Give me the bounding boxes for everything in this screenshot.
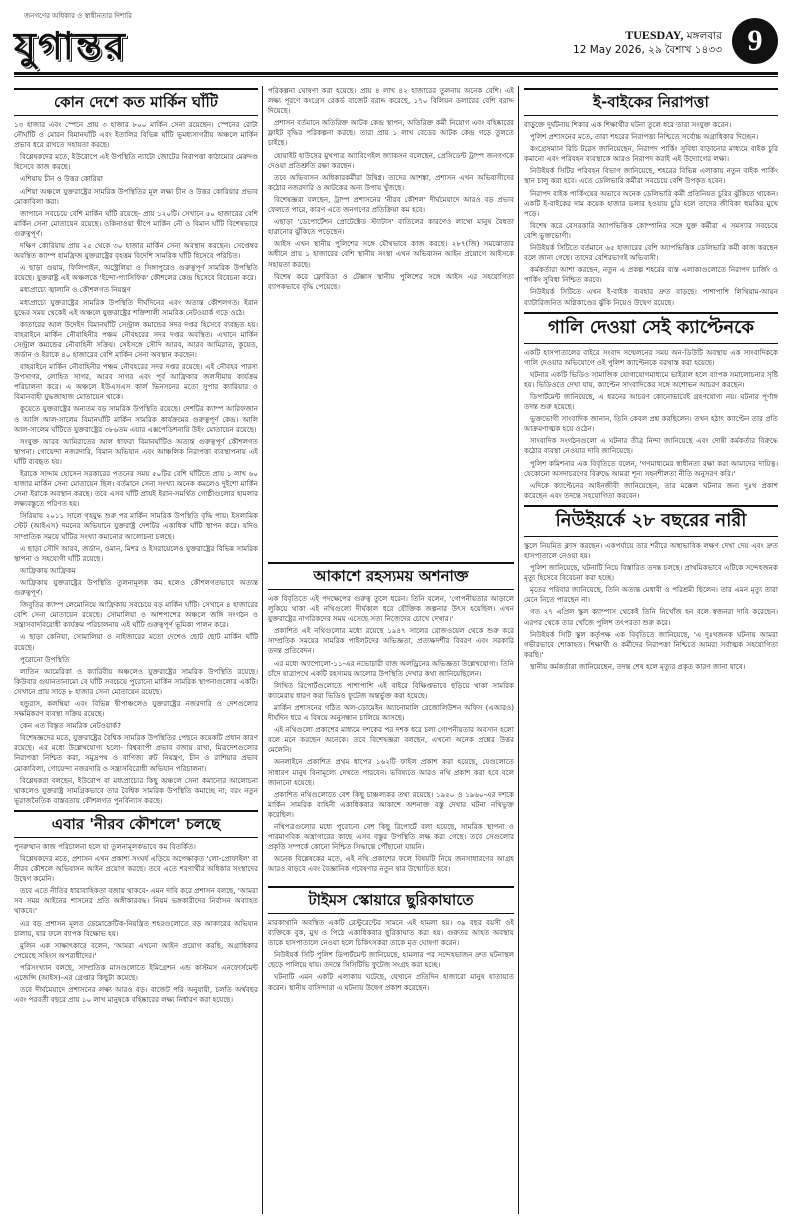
article-paragraph: পুলিশ জানিয়েছে, ঘটনাটি নিয়ে বিস্তারিত তদন্ত চলছে। প্রাথমিকভাবে এটিকে সন্দেহজনক মৃত্যু হিসেবে বিবেচনা করা হচ্ছে। [524, 563, 778, 583]
headline-abusive-captain[interactable]: গালি দেওয়া সেই ক্যাপ্টেনকে [524, 312, 778, 344]
article-paragraph: দক্ষিণ কোরিয়ায় প্রায় ২৫ থেকে ৩০ হাজার মার্কিন সেনা অবস্থান করছেন। সেপ্তেম্বর অবস্থিত ক্যাম্প হামফ্রিজ যুক্তরাষ্ট্রের বৃহত্তম বিদেশি সামরিক ঘাঁটি হিসেবে পরিচিত। [14, 241, 258, 261]
article-paragraph: বিশেষজ্ঞরা বলছেন, ট্রাম্প প্রশাসনের 'নীরব কৌশল' দীর্ঘমেয়াদে আরও বড় প্রভাব ফেলতে পারে, কারণ এতে জনগণের প্রতিক্রিয়া কম হবে। [268, 194, 514, 215]
column-right [524, 86, 778, 1214]
article-paragraph: প্রকাশিত নথিগুলোতে বেশ কিছু চাঞ্চল্যকর তথ্য রয়েছে। ১৯৫০ ও ১৯৬০-এর দশকে মার্কিন সামরিক বাহিনী একাধিকবার আকাশে অশনাক্ত বস্তু দেখার ঘটনা নথিভুক্ত করেছিল। [268, 789, 514, 819]
article-paragraph: এশিয়ায় চীন ও উত্তর কোরিয়া [20, 174, 103, 184]
article-paragraph: অনলাইনে প্রকাশিত প্রথম ধাপের ১৬২টি ফাইল প্রকাশ করা হয়েছে, যেগুলোতে সাধারণ মানুষ বিনামূল্যে দেখতে পারবেন। ভবিষ্যতে আরও নথি প্রকাশ করা হবে বলে জানানো হয়েছে। [268, 757, 514, 787]
article-paragraph: কংগ্রেসম্যান রিচি টরেস জানিয়েছেন, নিরাপদ পার্কিং সুবিধা বাড়ানোর মাধ্যমে বাইক চুরি কমানো এবং পরিবহন ব্যবস্থাকে আরও নিরাপদ করাই এই উদ্যোগের লক্ষ্য। [524, 144, 778, 164]
article-paragraph: কুয়েতে যুক্তরাষ্ট্রের অন্যতম বড় সামরিক উপস্থিতি রয়েছে। দেশটির ক্যাম্প আরিফজান ও আলি আল-সালেম বিমানঘাঁটি মার্কিন সামরিক কার্যক্রমের গুরুত্বপূর্ণ কেন্দ্র। আলি আল-সালেম ঘাঁটিতে যুক্তরাষ্ট্রের ৩৮৬তম এয়ার এক্সপেডিশনারি উইং মোতায়েন রয়েছে। [14, 404, 258, 434]
article-paragraph: মধ্যপ্রাচ্যে যুক্তরাষ্ট্রের সামরিক উপস্থিতি দীর্ঘদিনের এবং অত্যন্ত কৌশলগত। ইরান যুদ্ধের সময় থেকেই এই অঞ্চলে যুক্তরাষ্ট্রের শক্তিশালী সামরিক নেটওয়ার্ক গড়ে ওঠে। [14, 297, 258, 317]
article-abusive-captain [524, 312, 778, 501]
article-paragraph: নিউইয়র্ক সিটিতে বর্তমানে ৬৫ হাজারের বেশি অ্যাপভিত্তিক ডেলিভারি কর্মী কাজ করছেন বলে জানা গেছে। তাদের বেশিরভাগই অভিবাসী। [524, 243, 778, 263]
article-paragraph: হন্ডুরাস, কলম্বিয়া এবং বিভিন্ন দ্বীপাঞ্চলেও যুক্তরাষ্ট্রের নজরদারি ও দেশগুলোর সক্ষমিকরণ ব্যবস্থা সক্রিয় রয়েছে। [14, 698, 258, 719]
article-paragraph: মার্কিন প্রশাসনের গঠিত অল-ডোমেইন অ্যানোমালি রেজোলিউশন অফিস (এআরও) দীর্ঘদিন ধরে এ বিষয়ে অনুসন্ধান চালিয়ে আসছে। [268, 702, 514, 723]
article-body [524, 541, 778, 672]
masthead-rule-thin [14, 76, 778, 77]
article-paragraph: প্রশাসন বর্তমানে অতিরিক্ত আটক কেন্দ্র স্থাপন, অতিরিক্ত কর্মী নিয়োগ এবং বহিষ্কারের ফ্লাইট বৃদ্ধির পরিকল্পনা করছে। তারা প্রায় ১ লাখ বেডের আটক কেন্দ্র গড়ে তুলতে চাইছে। [268, 118, 514, 148]
article-body [524, 120, 778, 308]
masthead-rule [14, 72, 778, 75]
article-paragraph: সিরিয়ায় ২০১১ সালে গৃহযুদ্ধ শুরু পর মার্কিন সামরিক উপস্থিতি বৃদ্ধি পায়। ইসলামিক স্টেট (আইএস) দমনের অভিযানে যুক্তরাষ্ট্র দেশটির একাধিক ঘাঁটি স্থাপন করে। যদিও সাম্প্রতিক সময়ে ঘাঁটির সংখ্যা কমানোর আলোচনা চলছে। [14, 511, 258, 541]
article-paragraph: ভুক্তভোগী সাংবাদিক জানান, তিনি কেবল প্রশ্ন করছিলেন। তখন হঠাৎ ক্যাপ্টেন তার প্রতি আক্রমণাত্মক হয়ে ওঠেন। [524, 414, 778, 434]
page-number-badge: 9 [732, 18, 778, 64]
article-paragraph: ঘটনাটি এমন একটি এলাকায় ঘটেছে, যেখানে প্রতিদিন হাজারো মানুষ যাতায়াত করেন। স্থানীয় বাসিন্দারা এ ঘটনায় উদ্বেগ প্রকাশ করেছেন। [268, 972, 514, 992]
date-line: 12 May 2026, ২৯ বৈশাখ ১৪৩৩ [573, 44, 722, 56]
headline-ebike[interactable]: ই-বাইকের নিরাপত্তা [524, 88, 778, 116]
column-divider [262, 86, 263, 1214]
article-paragraph: বিশ্লেষকদের মতে, প্রশাসন এখন প্রকাশ্য সংঘর্ষ এড়িয়ে অপেক্ষাকৃত 'লো-প্রোফাইল' বা নীরব কৌশলে অভিবাসন আইন প্রয়োগ করছে। তবে এতে শরণার্থীর অধিকার সংস্থাদের উদ্বেগ কমেনি। [14, 854, 258, 884]
article-paragraph: নিউইয়র্ক সিটির পরিবহন বিভাগ জানিয়েছে, শহরের বিভিন্ন এলাকায় নতুন বাইক পার্কিং স্থান চালু করা হবে। এতে ডেলিভারি কর্মীরা সবচেয়ে বেশি উপকৃত হবেন। [524, 166, 778, 186]
article-paragraph: বিশেষ করে বেসরকারি অ্যাপভিত্তিক কোম্পানির সঙ্গে যুক্ত কর্মীরা এ সমস্যার সবচেয়ে বেশি ভুক্তভোগী। [524, 220, 778, 240]
article-paragraph: অনেক বিশ্লেষকের মতে, এই নথি প্রকাশের ফলে বিষয়টি নিয়ে জনসাধারণের আগ্রহ আরও বাড়বে এবং বৈজ্ঞানিক গবেষণার নতুন দ্বার উন্মোচিত হবে। [268, 854, 514, 874]
article-paragraph: কেন এত বিস্তৃত সামরিক নেটওয়ার্ক? [20, 721, 121, 731]
article-paragraph: পুরোনো উপস্থিতি [20, 654, 70, 664]
headline-sky-mystery[interactable]: আকাশে রহস্যময় অশনাক্ত [268, 562, 514, 590]
article-paragraph: গত ২৭ এপ্রিল স্কুল ক্যাম্পাস থেকেই তিনি নিখোঁজ হন বলে স্বজনরা দাবি করেছেন। এরপর থেকে তার খোঁজে পুলিশ তৎপরতা শুরু করে। [524, 607, 778, 627]
article-paragraph: জিবুতির ক্যাম্প লেমোনিয়ে আফ্রিকায় সবচেয়ে বড় মার্কিন ঘাঁটি। সেখানে ৪ হাজারের বেশি সেনা মোতায়েন রয়েছে। সোমালিয়া ও আশপাশের অঞ্চলে জঙ্গি সংগঠন ও সন্ত্রাসবাদবিরোধী কার্যক্রম পরিচালনায় এই ঘাঁটি গুরুত্বপূর্ণ ভূমিকা পালন করে। [14, 600, 258, 630]
article-paragraph: পুনরুত্থান কাজ পরিচালনা হলে যা তুলনামূলকভাবে কম বিতর্কিত। [14, 841, 196, 851]
headline-silent-strategy[interactable]: এবার 'নীরব কৌশলে' চলছে [14, 810, 258, 838]
article-paragraph: জাপানে সবচেয়ে বেশি মার্কিন ঘাঁটি রয়েছে- প্রায় ১২০টি। সেখানে ৫০ হাজারের বেশি মার্কিন সেনা মোতায়েন রয়েছে। ওকিনাওয়া দ্বীপে মার্কিন নৌ ও বিমান ঘাঁটি বিশেষভাবে গুরুত্বপূর্ণ। [14, 208, 258, 238]
column-left [14, 86, 258, 1214]
article-paragraph: সাংবাদিক সংগঠনগুলো এ ঘটনার তীব্র নিন্দা জানিয়েছে এবং দোষী কর্মকর্তার বিরুদ্ধে কঠোর ব্যবস্থা নেওয়ার দাবি জানিয়েছে। [524, 436, 778, 456]
date-block [573, 28, 722, 57]
article-sky-mystery [268, 560, 514, 878]
day-en: TUESDAY, [625, 28, 684, 42]
article-paragraph: তবে দীর্ঘমেয়াদে প্রশাসনের লক্ষ্য আরও বড়। বাজেট পরি অনুযায়ী, চলতি অর্থবছর এবং পরবর্তী বছরে প্রায় ১০ লাখ মানুষকে বহিষ্কারের লক্ষ্য নির্ধারণ করা হয়েছে। [14, 985, 258, 1005]
article-paragraph: বিশেষজ্ঞদের মতে, যুক্তরাষ্ট্রের বৈশ্বিক সামরিক উপস্থিতির পেছনে কয়েকটি প্রধান কারণ রয়েছে। এর মধ্যে উল্লেখযোগ্য হলো- বিশ্বব্যাপী প্রভাব বজায় রাখা, মিত্রদেশগুলোর নিরাপত্তা নিশ্চিত করা, সমুদ্রপথ ও বাণিজ্য রুট নিয়ন্ত্রণ, চীন ও রাশিয়ার প্রভাব মোকাবিলা, গোয়েন্দা নজরদারি ও সন্ত্রাসবিরোধী অভিযান পরিচালনা। [14, 733, 258, 773]
article-body [268, 594, 514, 874]
article-body [14, 120, 258, 806]
article-paragraph: নিউইয়র্ক সিটি পুলিশ ডিপার্টমেন্ট জানিয়েছে, হামলার পর সন্দেহভাজন দ্রুত ঘটনাস্থল ছেড়ে পালিয়ে যায়। তদন্তে সিসিটিভি ফুটেজ সংগ্রহ করা হচ্ছে। [268, 950, 514, 970]
article-body [268, 918, 514, 993]
headline-us-bases[interactable]: কোন দেশে কত মার্কিন ঘাঁটি [14, 88, 258, 116]
article-paragraph: এদিকে ক্যাপ্টেনের আইনজীবী জানিয়েছেন, তার মক্কেল ঘটনার জন্য দুঃখ প্রকাশ করেছেন এবং তদন্তে সহযোগিতা করবেন। [524, 480, 778, 500]
article-paragraph: বাহরাইনে মার্কিন নৌবাহিনীর পঞ্চম নৌবহরের সদর দপ্তর রয়েছে। এই নৌবহর পারস্য উপসাগর, লোহিত সাগর, আরব সাগর এবং পূর্ব আফ্রিকার জলসীমায় কার্যক্রম পরিচালনা করে। এ অঞ্চলে ইউএসএস কার্ল ভিনসনের মতো সুপার ক্যারিয়ার ও বিমানবাহী যুদ্ধজাহাজ মোতায়েন থাকে। [14, 362, 258, 402]
article-us-bases [14, 88, 258, 806]
masthead [14, 10, 778, 70]
article-paragraph: বিশ্লেষকরা বলছেন, ইউরোপ বা মধ্যপ্রাচ্যের কিছু অঞ্চলে সেনা কমানোর আলোচনা থাকলেও যুক্তরাষ্ট্র সামগ্রিকভাবে তার বৈশ্বিক সামরিক উপস্থিতি কমাচ্ছে না; বরং নতুন ভূরাজনৈতিক বাস্তবতায় কৌশলগত পুনর্বিন্যাস করছে। [14, 775, 258, 805]
article-silent-strategy [14, 810, 258, 1005]
article-paragraph: এশিয়া অঞ্চলে যুক্তরাষ্ট্রের সামরিক উপস্থিতির মূল লক্ষ্য চীন ও উত্তর কোরিয়ার প্রভাব মোকাবিলা করা। [14, 186, 258, 206]
headline-ny-women[interactable]: নিউইয়র্কে ২৮ বছরের নারী [524, 505, 778, 537]
article-paragraph: নথিপত্রগুলোর মধ্যে পুরোনো বেশ কিছু রিপোর্টে বলা হয়েছে, সামরিক স্থাপনা ও পারমাণবিক অস্ত্রাগারের কাছে এসব বস্তুর উপস্থিতি লক্ষ করা গেছে। তবে সেগুলোর প্রকৃতি সম্পর্কে কোনো নিশ্চিত সিদ্ধান্তে পৌঁছানো যায়নি। [268, 821, 514, 852]
article-paragraph: প্রকাশিত এই নথিগুলোর মধ্যে রয়েছে ১৯৪৭ সালের রোজওয়েল থেকে শুরু করে সাম্প্রতিক সময়ের সামরিক পাইলটদের অভিজ্ঞতা, প্রত্যক্ষদর্শীর বিবরণ এবং সরকারি তদন্ত প্রতিবেদন। [268, 626, 514, 656]
article-paragraph: বিশ্লেষকদের মতে, ইউরোপে এই উপস্থিতি ন্যাটো জোটের নিরাপত্তা কাঠামোর মেরুদণ্ড হিসেবে কাজ করছে। [14, 152, 258, 172]
article-paragraph: নিউইয়র্ক সিটি স্কুল কর্তৃপক্ষ এক বিবৃতিতে জানিয়েছে, 'এ দুঃখজনক ঘটনায় আমরা গভীরভাবে শোকাহত। শিক্ষার্থী ও কর্মীদের নিরাপত্তা নিশ্চিতে আমরা সর্বাত্মক সহযোগিতা করছি।' [524, 629, 778, 659]
article-paragraph: সংযুক্ত আরব আমিরাতের আল ধাফরা বিমানঘাঁটিও অত্যন্ত গুরুত্বপূর্ণ কৌশলগত স্থাপনা। গোয়েন্দা নজরদারি, বিমান অভিযান এবং আঞ্চলিক নিরাপত্তা ব্যবস্থাপনায় এই ঘাঁটি ব্যবহৃত হয়। [14, 436, 258, 466]
article-paragraph: পরিসংখ্যান বলছে, সাম্প্রতিক মাসগুলোতে ইমিগ্রেশন এন্ড কাস্টমস এনফোর্সমেন্ট এজেন্সি (আইস)-এর গ্রেপ্তার কিছুটা কমেছে। [14, 962, 258, 983]
article-paragraph: স্কুলে নিয়মিত ক্লাস করছেন। একপর্যায়ে তার শরীরে অস্বাভাবিক লক্ষণ দেখা দেয় এবং দ্রুত হাসপাতালে নেওয়া হয়। [524, 540, 778, 560]
article-paragraph: স্থানীয় কর্মকর্তারা জানিয়েছেন, তদন্ত শেষ হলে মৃত্যুর প্রকৃত কারণ জানা যাবে। [530, 661, 746, 671]
article-paragraph: বিশেষ করে ফ্লোরিডা ও টেক্সাস স্থানীয় পুলিশের সঙ্গে আইস এর সহযোগিতা ব্যাপকভাবে বৃদ্ধি পেয়েছে। [268, 271, 514, 291]
article-paragraph: তবে অভিবাসন অধিকারকর্মীরা উদ্বিগ্ন। তাদের আশঙ্কা, প্রশাসন এখন অভিবাসীদের কঠোর নজরদারি ও আটকের অন্য উপায় খুঁজছে। [268, 172, 514, 192]
article-paragraph: এ ছাড়া সৌদি আরব, জর্ডান, ওমান, মিশর ও ইসরায়েলেও যুক্তরাষ্ট্রের বিভিন্ন সামরিক স্থাপনা ও সহযোগী ঘাঁটি রয়েছে। [14, 543, 258, 563]
article-ebike [524, 88, 778, 308]
logo-text: যুগান্তর [14, 23, 127, 68]
article-paragraph: পুলিশ কমিশনার এক বিবৃতিতে বলেন, 'গণমাধ্যমের স্বাধীনতা রক্ষা করা আমাদের দায়িত্ব। যেকোনো অসদাচরণের বিরুদ্ধে আমরা শূন্য সহনশীলতা নীতি অনুসরণ করি।' [524, 458, 778, 478]
article-paragraph: এ ছাড়া কেনিয়া, সোমালিয়া ও নাইজারের মতো দেশেও ছোট ছোট মার্কিন ঘাঁটি রয়েছে। [14, 632, 258, 652]
article-paragraph: এ ছাড়া গুয়াম, ফিলিপাইন, অস্ট্রেলিয়া ও সিঙ্গাপুরেও গুরুত্বপূর্ণ সামরিক উপস্থিতি রয়েছে। যুক্তরাষ্ট্র এই অঞ্চলকে 'ইন্দো-প্যাসিফিক' কৌশলের কেন্দ্র হিসেবে বিবেচনা করে। [14, 263, 258, 283]
article-paragraph: আফ্রিকায় যুক্তরাষ্ট্রের উপস্থিতি তুলনামূলক কম হলেও কৌশলগতভাবে অত্যন্ত গুরুত্বপূর্ণ। [14, 577, 258, 598]
masthead-tagline: জনগণের অধিকার ও স্বাধীনতার দিশারি [24, 12, 132, 20]
article-paragraph: এর বড় প্রশাসন মূলত ডেমোক্রেটিক-নিয়ন্ত্রিত শহরগুলোতে বড় আকারের অভিযান চালায়, যার ফলে ব্যাপক বিক্ষোভ হয়। [14, 918, 258, 938]
day-bn: মঙ্গলবার [686, 30, 722, 42]
headline-times-square[interactable]: টাইমস স্কোয়ারে ছুরিকাঘাতে [268, 886, 514, 914]
article-paragraph: একটি হাসপাতালের বাইরে সংবাদ সম্মেলনের সময় অন-ডিউটি অবস্থায় এক সাংবাদিককে গালি দেওয়ার অভিযোগে ওই পুলিশ ক্যাপ্টেনকে বরখাস্ত করা হয়েছে। [524, 347, 778, 367]
article-paragraph: এই নথিগুলো প্রকাশের মাধ্যমে দশকের পর দশক ধরে চলা গোপনীয়তার অবসান হলো বলে মনে করছেন অনেকে। তবে বিশেষজ্ঞরা বলছেন, এখনো অনেক প্রশ্নের উত্তর মেলেনি। [268, 725, 514, 755]
article-paragraph: ১৩ হাজার এবং স্পেনে প্রায় ৩ হাজার ৮০০ মার্কিন সেনা রয়েছেন। স্পেনের রোটা নৌঘাঁটি ও মোরন বিমানঘাঁটি এবং ইতালির বিভিন্ন ঘাঁটি ভূমধ্যসাগরীয় অঞ্চলে মার্কিন প্রভাব ধরে রাখতে সহায়তা করছে। [14, 120, 258, 150]
article-paragraph: পরিকল্পনা ঘোষণা করা হয়েছে। প্রায় ৪ লাখ ৪২ হাজারের তুলনায় অনেক বেশি। এই লক্ষ্য পূরণে কংগ্রেস রেকর্ড বাজেট বরাদ্দ করেছে, ১৭০ বিলিয়ন ডলারের বেশি বরাদ্দ দিয়েছে। [268, 86, 514, 116]
article-paragraph: আফ্রিকায় আফ্রিকম [20, 565, 76, 575]
article-paragraph: বাড়ুক্তে দুর্ঘটনায় শিকার এক শিক্ষার্থীর ঘটনা তুলে ধরে তারা সংযুক্ত করেন। [524, 120, 732, 129]
article-paragraph: মধ্যপ্রাচ্যে জ্বালানি ও কৌশলগত নিয়ন্ত্রণ [20, 285, 131, 295]
article-paragraph: তবে এতে নীতির ধারাবাহিকতা বজায় থাকবে- এমন দাবি করে প্রশাসন বলছে, 'আমরা সব সময় আইনের শাসনের প্রতি অঙ্গীকারবদ্ধ। নিয়ম ভঙ্গকারীদের নির্বাসন অব্যাহত থাকবে।' [14, 886, 258, 916]
article-paragraph: ইরাকে সাদ্দাম হোসেন সরকারের পতনের সময় ৫০টির বেশি ঘাঁটিতে প্রায় ১ লাখ ৬০ হাজার মার্কিন সেনা মোতায়েন ছিল। বর্তমানে সেনা সংখ্যা অনেক কমলেও দুইশো মার্কিন সেনা ইরাকে অবস্থান করছে। তবে এসব ঘাঁটি প্রায়ই ইরান-সমর্থিত গোষ্ঠীগুলোর হামলার লক্ষ্যবস্তুতে পরিণত হয়। [14, 469, 258, 509]
column-divider [518, 86, 519, 1214]
article-paragraph: পুলিশ প্রশাসনের মতে, তারা শহরের নিরাপত্তা নিশ্চিতে সর্বোচ্চ অগ্রাধিকার দিচ্ছেন। [530, 132, 759, 142]
article-paragraph: এর মধ্যে অ্যাপোলো-১১-এর নভোচারী বাজ অলড্রিনের অভিজ্ঞতা উল্লেখযোগ্য। তিনি চাঁদে যাত্রাপথে একটি রহস্যময় আলোর উপস্থিতি দেখার কথা জানিয়েছিলেন। [268, 658, 514, 678]
article-paragraph: মুলিন এক সাক্ষাৎকারে বলেন, 'আমরা এখনো আইন প্রয়োগ করছি, অগ্রাধিকার পেয়েছে সহিংস অপরাধীদের।' [14, 940, 258, 960]
article-paragraph: নিরাপদ বাইক পার্কিংয়ের অভাবে অনেক ডেলিভারি কর্মী প্রতিনিয়ত চুরির ঝুঁকিতে থাকেন। একটি ই-বাইকের দাম কয়েক হাজার ডলার হওয়ায় চুরি হলে তাদের জীবিকা হুমকির মুখে পড়ে। [524, 188, 778, 218]
article-body [524, 348, 778, 501]
column-middle [268, 86, 514, 556]
article-paragraph: হোয়াইট হাউসের মুখপাত্র অ্যাবিগেইল জ্যাকসন বলেছেন, প্রেসিডেন্ট ট্রাম্প জনগণকে দেওয়া প্রতিশ্রুতি রক্ষা করছেন। [268, 150, 514, 170]
article-continuation [268, 86, 514, 292]
article-paragraph: কাতারের আল উদেইদ বিমানঘাঁটি সেন্ট্রাল কমান্ডের সদর দপ্তর হিসেবে ব্যবহৃত হয়। বাহরাইনে মার্কিন নৌবাহিনীর পঞ্চম নৌবহরের সদর দপ্তর অবস্থিত। এখানে মার্কিন সেন্ট্রাল কমান্ডের নৌবাহিনী সক্রিয়। সেইসঙ্গে সৌদি আরব, আরব আমিরাত, কুয়েত, জর্ডান ও ইরাকে ৪০ হাজারের বেশি মার্কিন সেনা অবস্থান করছেন। [14, 319, 258, 359]
article-ny-women [524, 505, 778, 672]
article-times-square [268, 884, 514, 1214]
article-paragraph: মারকাথানি অবস্থিত একটি রেস্টুরেন্টের সামনে এই হামলা হয়। ৩৯ বছর বয়সী ওই ব্যক্তিকে বুক, মুখ ও পিঠে একাধিকবার ছুরিকাঘাত করা হয়। গুরুতর আহত অবস্থায় তাকে হাসপাতালে নেওয়া হলে চিকিৎসকরা তাকে মৃত ঘোষণা করেন। [268, 918, 514, 948]
article-paragraph: মৃতের পরিবার জানিয়েছে, তিনি অত্যন্ত মেধাবী ও পরিশ্রমী ছিলেন। তার এমন মৃত্যু তারা মেনে নিতে পারছেন না। [524, 585, 778, 605]
article-paragraph: কর্মকর্তারা আশা করছেন, নতুন এ প্রকল্প শহরের ব্যস্ত এলাকাগুলোতে নিরাপদ চার্জিং ও পার্কিং সুবিধা নিশ্চিত করবে। [524, 265, 778, 285]
article-paragraph: লাতিন আমেরিকা ও ক্যারিবীয় অঞ্চলেও যুক্তরাষ্ট্রের সামরিক উপস্থিতি রয়েছে। কিউবার গুয়ানতানামো বে ঘাঁটি সবচেয়ে পুরোনো মার্কিন সামরিক স্থাপনাগুলোর একটি। সেখানে প্রায় সাড়ে ৮ হাজার সেনা মোতায়েন রয়েছে। [14, 666, 258, 696]
article-paragraph: ডিপার্টমেন্ট জানিয়েছে, এ ধরনের আচরণ কোনোভাবেই গ্রহণযোগ্য নয়। ঘটনার পূর্ণাঙ্গ তদন্ত শুরু হয়েছে। [524, 391, 778, 412]
article-paragraph: ঘটনার একটি ভিডিও সামাজিক যোগাযোগমাধ্যমে ভাইরাল হলে ব্যাপক সমালোচনার সৃষ্টি হয়। ভিডিওতে দেখা যায়, ক্যাপ্টেন সাংবাদিকের সঙ্গে অশোভন আচরণ করছেন। [524, 369, 778, 389]
article-paragraph: এক বিবৃতিতে এই পদক্ষেপের গুরুত্ব তুলে ধরেন। তিনি বলেন, 'গোপনীয়তার আড়ালে লুকিয়ে থাকা এই নথিগুলো দীর্ঘকাল ধরে যৌক্তিক জল্পনার উৎস হয়েছিল। এখন যুক্তরাষ্ট্রের নাগরিকদের সময় এসেছে সত্য নিজেদের চোখে দেখার।' [268, 594, 514, 624]
article-body [14, 842, 258, 1005]
newspaper-logo [14, 24, 254, 68]
article-paragraph: লিখিত রিপোর্টগুলোতে পাশাপাশি এই বাইরে বিক্ষিপ্তভাবে ছড়িয়ে থাকা সামরিক ক্যামেরায় ধারণ করা ভিডিও ফুটেজ অন্তর্ভুক্ত করা হয়েছে। [268, 680, 514, 700]
article-paragraph: আইস এখন স্থানীয় পুলিশের সঙ্গে যৌথভাবে কাজ করছে। ২৮৭(জি) সমঝোতার অধীনে প্রায় ১ হাজারের বেশি স্থানীয় সংস্থা এখন অভিবাসন আইন প্রয়োগে আইসকে সহায়তা করছে। [268, 239, 514, 269]
article-paragraph: এছাড়া 'ডেপোর্টেশন প্রোটেক্টেড স্ট্যাটাস' বাতিলের কারণেও লাখো মানুষ বৈধতা হারানোর ঝুঁকিতে পড়েছেন। [268, 217, 514, 237]
article-paragraph: নিউইয়র্ক সিটিতে এখন ই-বাইক ব্যবহার দ্রুত বাড়ছে। পাশাপাশি লিথিয়াম-আয়ন ব্যাটারিজনিত অগ্নিকাণ্ডের ঝুঁকি নিয়েও উদ্বেগ রয়েছে। [524, 287, 778, 307]
